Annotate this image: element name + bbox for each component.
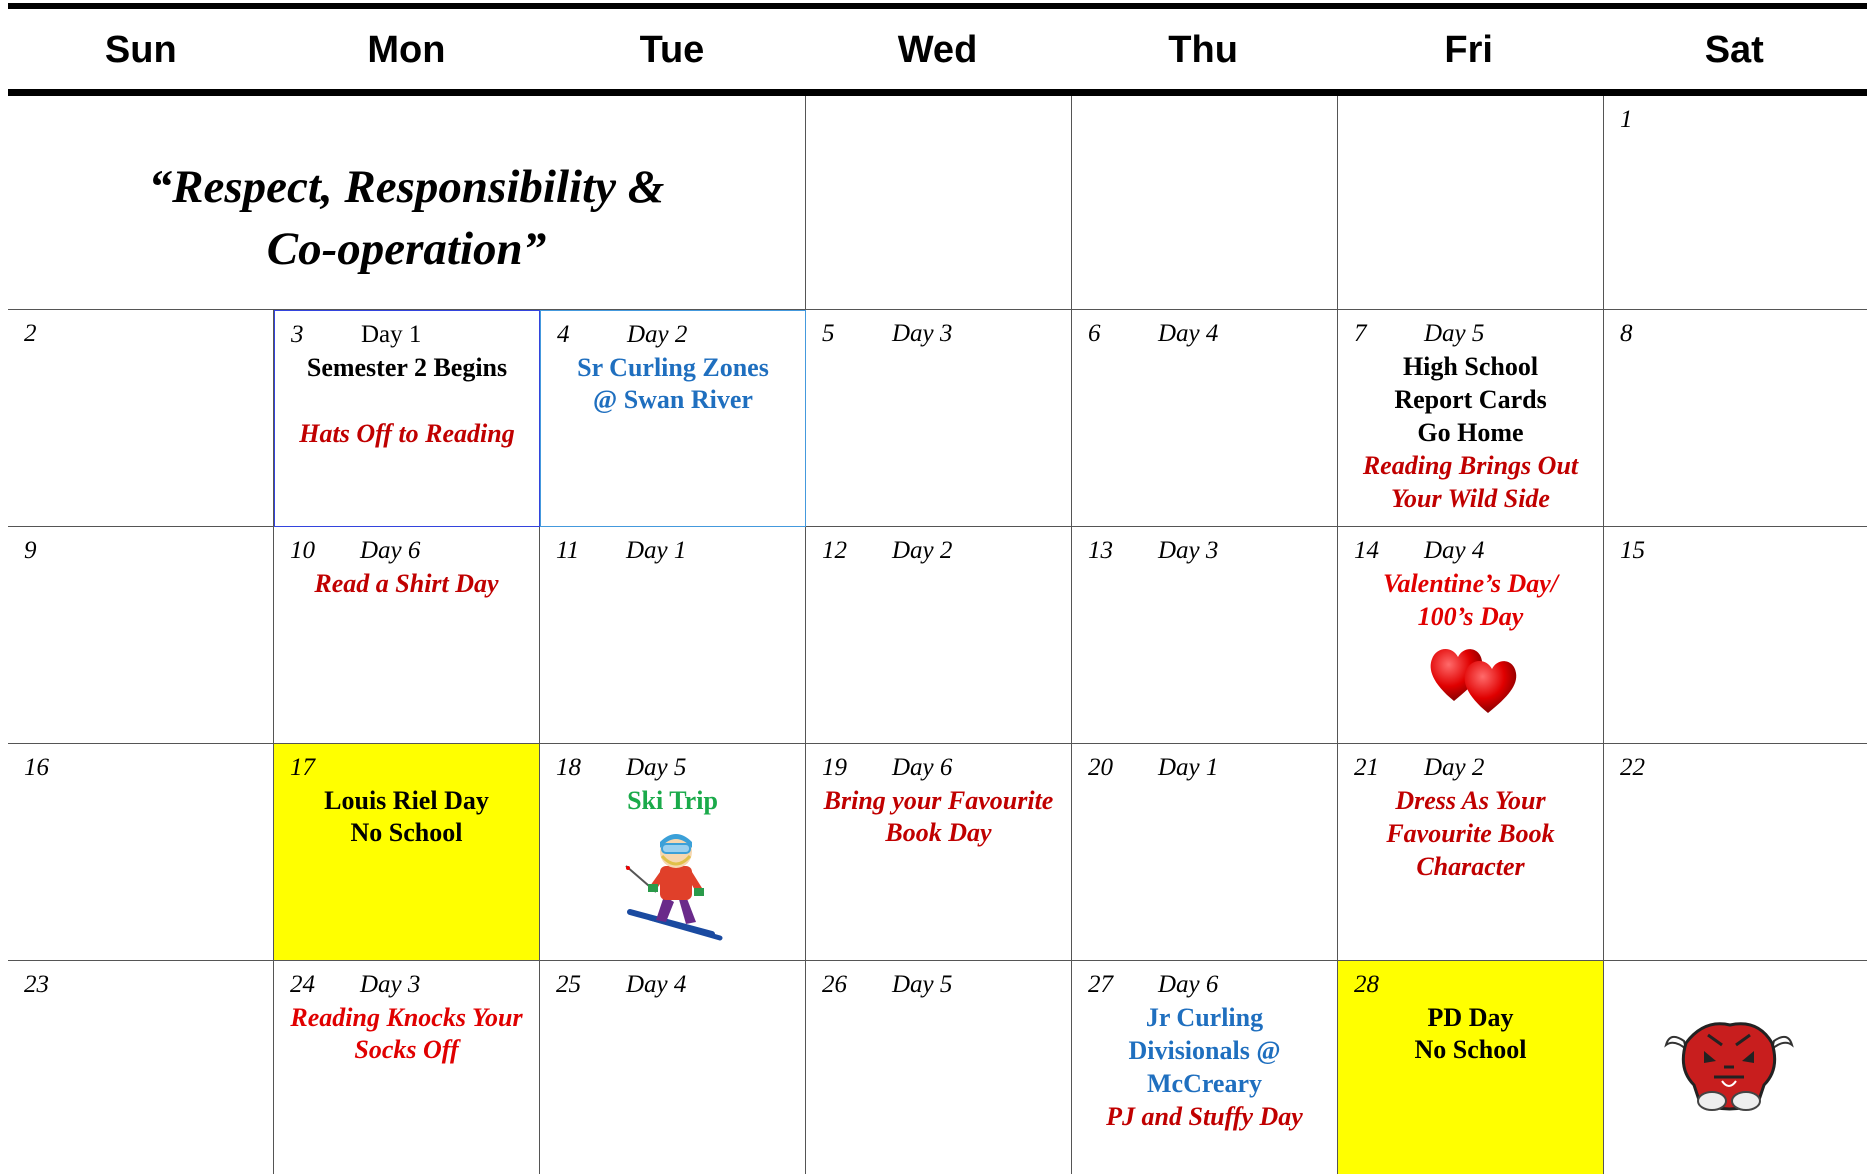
- day-cell-7: [1338, 310, 1604, 527]
- day-label: Day 6: [1158, 971, 1219, 998]
- event-louis-riel-day: Louis Riel Day: [324, 786, 489, 815]
- day-label: Day 2: [892, 537, 953, 564]
- day-number: 25: [556, 971, 581, 998]
- day-label: Day 3: [892, 320, 953, 347]
- calendar-grid: [8, 96, 1867, 1174]
- day-cell-20: [1072, 744, 1338, 961]
- day-number: 8: [1620, 320, 1633, 347]
- day-label: Day 4: [626, 971, 687, 998]
- day-cell-24: [274, 961, 540, 1174]
- day-cell-23: [8, 961, 274, 1174]
- day-cell-22: [1604, 744, 1867, 961]
- header-rule: [8, 89, 1867, 96]
- event-swan-river: @ Swan River: [593, 385, 753, 414]
- day-cell-empty: [806, 96, 1072, 310]
- day-cell-13: [1072, 527, 1338, 744]
- day-number: 26: [822, 971, 847, 998]
- day-label: Day 6: [360, 537, 421, 564]
- day-number: 18: [556, 754, 581, 781]
- hearts-icon: [1426, 639, 1526, 715]
- day-number: 16: [24, 754, 49, 781]
- day-label: Day 1: [1158, 754, 1219, 781]
- day-number: 23: [24, 971, 49, 998]
- day-cell-25: [540, 961, 806, 1174]
- day-cell-28: [1338, 961, 1604, 1174]
- event-dress-as-your: Dress As Your: [1395, 786, 1546, 815]
- day-cell-4: [540, 310, 806, 527]
- day-cell-11: [540, 527, 806, 744]
- event-sr-curling-zones: Sr Curling Zones: [577, 353, 769, 382]
- day-cell-2: [8, 310, 274, 527]
- event-jr-curling: Jr Curling: [1145, 1003, 1264, 1032]
- day-number: 28: [1354, 971, 1379, 998]
- event-read-a-shirt-day: Read a Shirt Day: [314, 569, 499, 598]
- day-number: 1: [1620, 106, 1633, 133]
- day-cell-12: [806, 527, 1072, 744]
- event-character: Character: [1416, 852, 1525, 881]
- day-cell-empty: [1072, 96, 1338, 310]
- motto-line-1: “Respect, Responsibility &: [148, 161, 665, 213]
- day-cell-27: [1072, 961, 1338, 1174]
- day-label: Day 5: [892, 971, 953, 998]
- day-cell-9: [8, 527, 274, 744]
- event-hats-off-to-reading: Hats Off to Reading: [299, 419, 515, 448]
- day-number: 21: [1354, 754, 1379, 781]
- day-label: Day 5: [1424, 320, 1485, 347]
- day-number: 9: [24, 537, 37, 564]
- day-cell-17: [274, 744, 540, 961]
- event-book-day: Book Day: [885, 818, 992, 847]
- event-pj-and-stuffy-day: PJ and Stuffy Day: [1106, 1102, 1303, 1131]
- day-number: 27: [1088, 971, 1113, 998]
- day-number: 10: [290, 537, 315, 564]
- day-label: Day 3: [1158, 537, 1219, 564]
- day-cell-15: [1604, 527, 1867, 744]
- day-number: 24: [290, 971, 315, 998]
- motto-line-2: Co-operation”: [266, 223, 547, 275]
- weekday-tue: Tue: [639, 28, 705, 71]
- day-label: Day 1: [361, 321, 422, 348]
- day-number: 2: [24, 320, 37, 347]
- day-number: 22: [1620, 754, 1645, 781]
- weekday-thu: Thu: [1168, 28, 1238, 71]
- day-number: 14: [1354, 537, 1379, 564]
- day-label: Day 4: [1158, 320, 1219, 347]
- event-mccreary: McCreary: [1146, 1069, 1262, 1098]
- day-number: 7: [1354, 320, 1367, 347]
- day-number: 11: [556, 537, 580, 564]
- skier-icon: [620, 826, 730, 941]
- day-cell-26: [806, 961, 1072, 1174]
- motto-cell: [8, 96, 806, 310]
- day-label: Day 3: [360, 971, 421, 998]
- day-label: Day 5: [626, 754, 687, 781]
- day-number: 5: [822, 320, 835, 347]
- day-cell-5: [806, 310, 1072, 527]
- weekday-fri: Fri: [1444, 28, 1493, 71]
- day-cell-16: [8, 744, 274, 961]
- event-ski-trip: Ski Trip: [627, 786, 718, 815]
- day-label: Day 4: [1424, 537, 1485, 564]
- event-your-wild-side: Your Wild Side: [1391, 484, 1550, 513]
- day-number: 15: [1620, 537, 1645, 564]
- day-number: 19: [822, 754, 847, 781]
- day-cell-empty: [1604, 961, 1867, 1174]
- day-number: 12: [822, 537, 847, 564]
- motto: [8, 156, 805, 280]
- day-cell-19: [806, 744, 1072, 961]
- day-cell-empty: [1338, 96, 1604, 310]
- day-label: Day 2: [627, 321, 688, 348]
- day-number: 4: [557, 321, 570, 348]
- weekday-header: [8, 9, 1867, 91]
- day-number: 17: [290, 754, 315, 781]
- event-reading-knocks-your: Reading Knocks Your: [290, 1003, 523, 1032]
- event-socks-off: Socks Off: [354, 1035, 459, 1064]
- day-cell-8: [1604, 310, 1867, 527]
- day-label: Day 1: [626, 537, 687, 564]
- event-reading-brings-out: Reading Brings Out: [1362, 451, 1579, 480]
- event-semester-2-begins: Semester 2 Begins: [306, 353, 508, 382]
- weekday-sat: Sat: [1704, 28, 1764, 71]
- weekday-sun: Sun: [104, 28, 177, 71]
- event-divisionals: Divisionals @: [1128, 1036, 1281, 1065]
- day-label: Day 6: [892, 754, 953, 781]
- event-go-home: Go Home: [1417, 418, 1524, 447]
- day-cell-1: [1604, 96, 1867, 310]
- day-number: 3: [291, 321, 304, 348]
- event-no-school: No School: [350, 818, 463, 847]
- day-cell-10: [274, 527, 540, 744]
- event-no-school: No School: [1414, 1035, 1527, 1064]
- weekday-wed: Wed: [897, 28, 978, 71]
- event-100s-day: 100’s Day: [1417, 602, 1524, 631]
- day-cell-3: [274, 310, 540, 527]
- event-high-school: High School: [1402, 352, 1539, 381]
- day-cell-14: [1338, 527, 1604, 744]
- event-bring-your-favourite: Bring your Favourite: [823, 786, 1054, 815]
- day-cell-21: [1338, 744, 1604, 961]
- day-cell-18: [540, 744, 806, 961]
- event-valentines-day: Valentine’s Day/: [1382, 569, 1559, 598]
- day-number: 6: [1088, 320, 1101, 347]
- event-pd-day: PD Day: [1427, 1003, 1514, 1032]
- day-number: 20: [1088, 754, 1113, 781]
- event-report-cards: Report Cards: [1394, 385, 1547, 414]
- event-favourite-book: Favourite Book: [1386, 819, 1555, 848]
- weekday-mon: Mon: [367, 28, 446, 71]
- day-number: 13: [1088, 537, 1113, 564]
- day-cell-6: [1072, 310, 1338, 527]
- day-label: Day 2: [1424, 754, 1485, 781]
- bull-mascot-logo: [1664, 1011, 1794, 1116]
